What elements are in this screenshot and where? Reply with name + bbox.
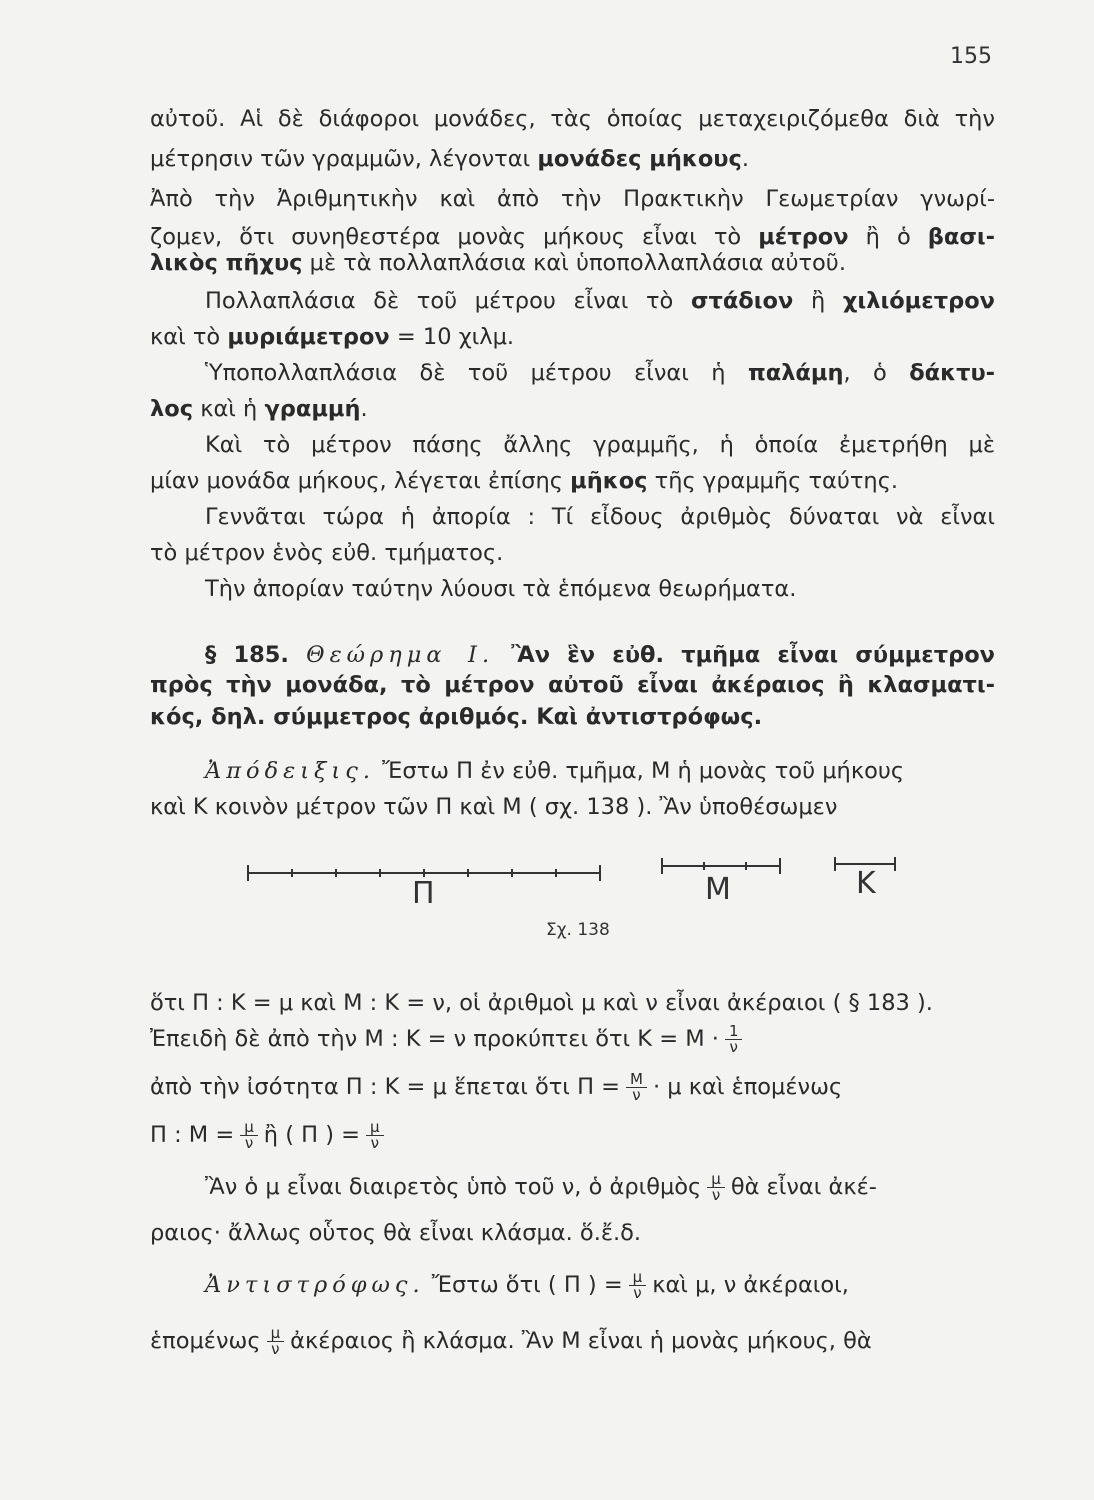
page-number: 155 [950,44,992,69]
text-line: ὅτι Π : Κ = μ καὶ Μ : Κ = ν, οἱ ἀριθμοὶ μ καὶ ν εἶναι ἀκέραιοι ( § 183 ). [150,990,933,1016]
text-line: ἑπομένως $\frac{\mu}{\nu}$ ἀκέραιος ἢ κλάσμα. Ἂν Μ εἶναι ἡ μονὰς μήκους, θὰ [150,1324,872,1358]
text-line: λικὸς πῆχυς μὲ τὰ πολλαπλάσια καὶ ὑποπολλαπλάσια αὐτοῦ. [150,250,846,276]
text-line: καὶ Κ κοινὸν μέτρον τῶν Π καὶ Μ ( σχ. 138 ). Ἂν ὑποθέσωμεν [150,794,838,820]
figure-caption: Σχ. 138 [546,920,610,940]
fraction: $\frac{M}{\nu}$ [626,1072,647,1103]
text-line: ἀπὸ τὴν ἰσότητα Π : Κ = μ ἕπεται ὅτι Π = $\frac{M}{\nu}$ · μ καὶ ἑπομένως [150,1070,843,1104]
fraction: $\frac{\mu}{\nu}$ [629,1270,647,1301]
label-p: Π [412,876,435,911]
text-line: Καὶ τὸ μέτρον πάσης ἄλλης γραμμῆς, ἡ ὁποία ἐμετρήθη μὲ [205,432,995,458]
text-line: Πολλαπλάσια δὲ τοῦ μέτρου εἶναι τὸ στάδιον ἢ χιλιόμετρον [205,288,995,314]
text-line: λος καὶ ἡ γραμμή. [150,396,368,422]
text-line: Ἂν ὁ μ εἶναι διαιρετὸς ὑπὸ τοῦ ν, ὁ ἀριθμὸς $\frac{\mu}{\nu}$ θὰ εἶναι ἀκέ- [205,1170,877,1204]
text-line: τὸ μέτρον ἑνὸς εὐθ. τμήματος. [150,540,504,566]
fraction: $\frac{1}{\nu}$ [725,1024,743,1055]
text-line: Ἀντιστρόφως. Ἔστω ὅτι ( Π ) = $\frac{\mu}{\nu}$ καὶ μ, ν ἀκέραιοι, [205,1268,849,1302]
text-line: Ἀπόδειξις. Ἔστω Π ἐν εὐθ. τμῆμα, Μ ἡ μονὰς τοῦ μήκους [205,758,905,784]
fraction: $\frac{\mu}{\nu}$ [267,1326,285,1357]
text-line: Τὴν ἀπορίαν ταύτην λύουσι τὰ ἑπόμενα θεωρήματα. [205,576,797,602]
theorem-text: κός, δηλ. σύμμετρος ἀριθμός. Καὶ ἀντιστρόφως. [150,704,763,730]
text-line: Ἀπὸ τὴν Ἀριθμητικὴν καὶ ἀπὸ τὴν Πρακτικὴν Γεωμετρίαν γνωρί- [150,186,995,212]
text-line: μέτρησιν τῶν γραμμῶν, λέγονται μονάδες μήκους. [150,146,749,172]
fraction: $\frac{\mu}{\nu}$ [707,1172,725,1203]
label-k: Κ [856,866,876,901]
text-line: ραιος· ἄλλως οὗτος θὰ εἶναι κλάσμα. ὅ.ἔ.δ. [150,1220,642,1246]
label-m: Μ [705,872,731,907]
text-line: Γεννᾶται τώρα ἡ ἀπορία : Τί εἶδους ἀριθμὸς δύναται νὰ εἶναι [205,504,995,530]
bold-term: μονάδες μήκους [537,146,742,172]
text-line: Ὑποπολλαπλάσια δὲ τοῦ μέτρου εἶναι ἡ παλάμη, ὁ δάκτυ- [205,360,995,386]
text-line: αὐτοῦ. Αἱ δὲ διάφοροι μονάδες, τὰς ὁποίας μεταχειριζόμεθα διὰ τὴν [150,106,995,132]
theorem-heading: § 185. Θεώρημα Ι. Ἂν ἓν εὐθ. τμῆμα εἶναι σύμμετρον [205,642,995,668]
text-line: μίαν μονάδα μήκους, λέγεται ἐπίσης μῆκος τῆς γραμμῆς ταύτης. [150,468,899,494]
fraction: $\frac{\mu}{\nu}$ [240,1120,258,1151]
text-line: Ἐπειδὴ δὲ ἀπὸ τὴν Μ : Κ = ν προκύπτει ὅτι Κ = Μ · $\frac{1}{\nu}$ [150,1024,995,1055]
text-line: Π : Μ = $\frac{\mu}{\nu}$ ἢ ( Π ) = $\frac{\mu}{\nu}$ [150,1120,995,1151]
theorem-text: πρὸς τὴν μονάδα, τὸ μέτρον αὐτοῦ εἶναι ἀκέραιος ἢ κλασματι- [150,672,995,698]
fraction: $\frac{\mu}{\nu}$ [366,1120,384,1151]
text-line: καὶ τὸ μυριάμετρον = 10 χιλμ. [150,324,515,350]
text-line: ζομεν, ὅτι συνηθεστέρα μονὰς μήκους εἶναι τὸ μέτρον ἢ ὁ βασι- [150,224,995,250]
